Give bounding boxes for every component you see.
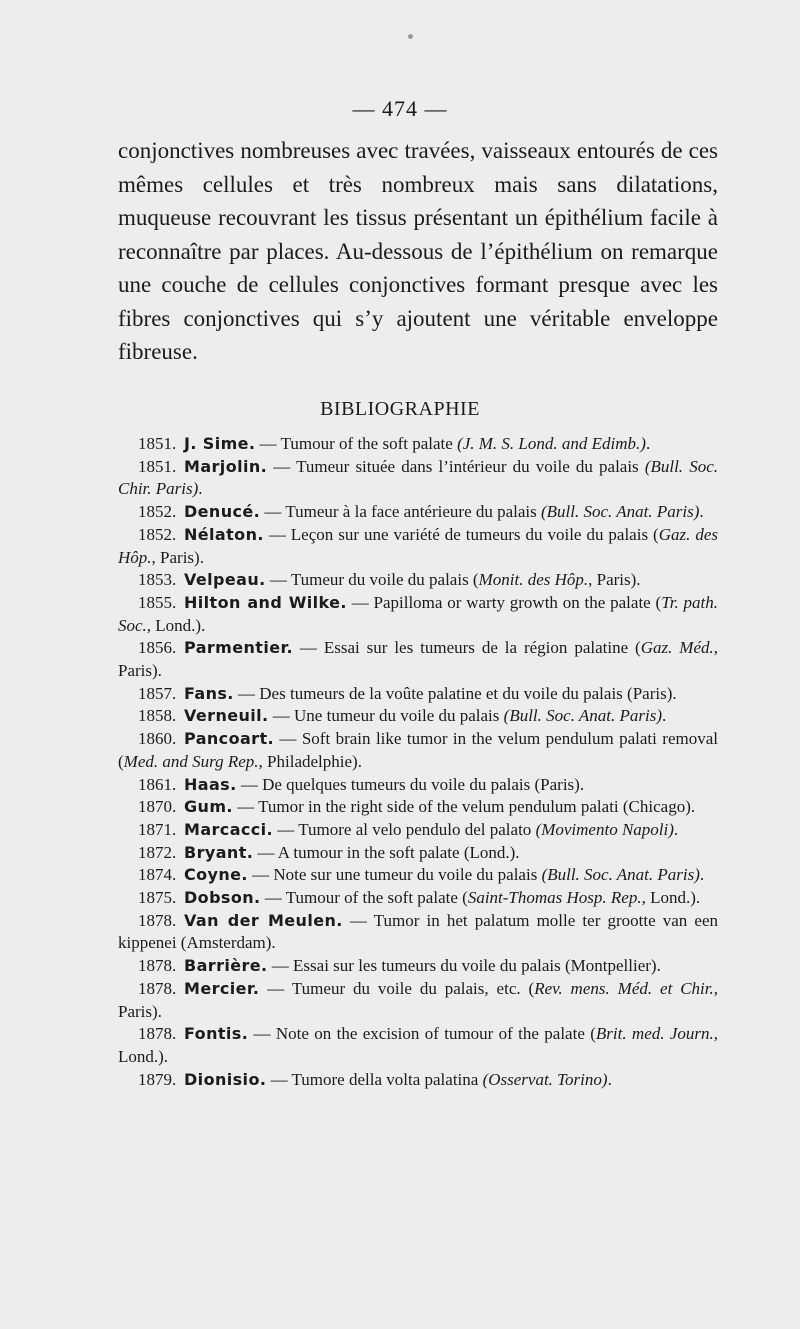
entry-year: 1875. bbox=[138, 888, 177, 908]
entry-source: Saint-Thomas Hosp. Rep. bbox=[467, 888, 642, 908]
entry-suffix: , Paris). bbox=[151, 547, 204, 567]
entry-source: (Bull. Soc. Anat. Paris) bbox=[541, 502, 700, 522]
entry-year: 1855. bbox=[138, 592, 177, 612]
bibliography-entry bbox=[118, 501, 718, 524]
entry-text: — Soft brain like tumor in the velum pendulum palati removal ( bbox=[118, 729, 718, 771]
entry-source: Tr. path. Soc. bbox=[118, 592, 718, 635]
bibliography-entry bbox=[118, 592, 718, 637]
entry-year: 1878. bbox=[138, 910, 177, 930]
entry-source: Monit. des Hôp. bbox=[478, 570, 589, 590]
entry-text: — Tumor in het palatum molle ter grootte van een kippenei (Amsterdam). bbox=[118, 910, 718, 953]
entry-suffix: , Lond.). bbox=[146, 615, 206, 635]
entry-author: Fontis. bbox=[184, 1024, 249, 1044]
entry-text: — Des tumeurs de la voûte palatine et du voile du palais (Paris). bbox=[233, 683, 677, 703]
bibliography-entry bbox=[118, 728, 718, 773]
bibliography-entry bbox=[118, 910, 718, 955]
entry-source: (Bull. Soc. Anat. Paris) bbox=[503, 706, 662, 726]
entry-text: — Tumeur du voile du palais ( bbox=[265, 570, 479, 590]
entry-year: 1851. bbox=[138, 456, 177, 476]
bibliography-entry bbox=[118, 569, 718, 592]
entry-suffix: . bbox=[198, 479, 203, 499]
entry-author: Van der Meulen. bbox=[184, 910, 343, 930]
entry-suffix: . bbox=[699, 502, 704, 522]
entry-source: (Bull. Soc. Chir. Paris) bbox=[118, 456, 718, 499]
entry-text: — Tumeur du voile du palais, etc. ( bbox=[259, 978, 535, 998]
entry-author: Verneuil. bbox=[184, 706, 269, 726]
entry-text: — Leçon sur une variété de tumeurs du voile du palais ( bbox=[263, 524, 659, 544]
entry-author: Denucé. bbox=[184, 502, 261, 522]
entry-author: Fans. bbox=[184, 683, 234, 703]
entry-source: Med. and Surg Rep. bbox=[123, 751, 259, 771]
bibliography-entry bbox=[118, 1069, 718, 1092]
entry-suffix: . bbox=[645, 434, 651, 453]
entry-source: (Bull. Soc. Anat. Paris) bbox=[541, 865, 700, 885]
entry-suffix: , Lond.). bbox=[641, 888, 701, 908]
entry-author: J. Sime. bbox=[184, 434, 256, 453]
entry-text: — A tumour in the soft palate (Lond.). bbox=[253, 842, 520, 862]
entry-suffix: . bbox=[607, 1069, 612, 1089]
entry-author: Marcacci. bbox=[184, 819, 274, 839]
entry-source: Rev. mens. Méd. et Chir. bbox=[534, 978, 714, 998]
entry-suffix: . bbox=[699, 865, 705, 885]
entry-source: Brit. med. Journ. bbox=[595, 1024, 714, 1044]
intro-paragraph: conjonctives nombreuses avec travées, vaisseaux entourés de ces mêmes cellules et très nombreux mais sans dilatations, muqueuse recouvrant les tissus présentant un épithélium facile à reconnaître par places. Au-dessous de l’épithélium on remarque une couche de cellules conjonctives formant presque avec les fibres conjonctives qui s’y ajoutent une véritable enveloppe fibreuse. bbox=[118, 138, 718, 364]
bibliography-entry bbox=[118, 842, 718, 865]
entry-year: 1856. bbox=[138, 638, 177, 658]
entry-year: 1857. bbox=[138, 683, 177, 703]
entry-year: 1872. bbox=[138, 842, 177, 862]
ink-speck bbox=[408, 34, 413, 39]
entry-year: 1861. bbox=[138, 774, 177, 794]
entry-text: — Papilloma or warty growth on the palate ( bbox=[346, 592, 662, 612]
entry-year: 1860. bbox=[138, 729, 177, 749]
entry-suffix: , Paris). bbox=[118, 978, 718, 1021]
entry-source: Gaz. des Hôp. bbox=[118, 524, 718, 567]
entry-source: (J. M. S. Lond. and Edimb.) bbox=[457, 434, 646, 453]
bibliography-entry bbox=[118, 524, 718, 569]
bibliography-entry bbox=[118, 955, 718, 978]
entry-author: Velpeau. bbox=[184, 570, 266, 590]
entry-author: Pancoart. bbox=[184, 729, 274, 749]
entry-suffix: , Paris). bbox=[118, 638, 718, 681]
bibliography-entry bbox=[118, 683, 718, 706]
entry-year: 1870. bbox=[138, 797, 177, 817]
entry-year: 1879. bbox=[138, 1069, 177, 1089]
entry-text: — Tumore della volta palatina bbox=[266, 1069, 483, 1089]
entry-source: (Movimento Napoli) bbox=[535, 819, 674, 839]
bibliography-entry bbox=[118, 978, 718, 1023]
entry-text: — Tumour of the soft palate ( bbox=[260, 888, 468, 908]
entry-author: Marjolin. bbox=[184, 456, 268, 476]
entry-author: Hilton and Wilke. bbox=[184, 592, 347, 612]
entry-text: — Tumore al velo pendulo del palato bbox=[273, 819, 536, 839]
entry-author: Gum. bbox=[184, 797, 233, 817]
page-number: — 474 — bbox=[352, 96, 448, 121]
entry-author: Barrière. bbox=[184, 956, 268, 976]
entry-author: Nélaton. bbox=[184, 524, 264, 544]
bibliography-list bbox=[118, 433, 718, 1091]
bibliography-entry bbox=[118, 887, 718, 910]
entry-text: — Tumor in the right side of the velum pendulum palati (Chicago). bbox=[232, 797, 696, 817]
entry-text: — Tumeur à la face antérieure du palais bbox=[260, 502, 542, 522]
entry-year: 1852. bbox=[138, 524, 177, 544]
entry-author: Coyne. bbox=[184, 865, 248, 885]
entry-suffix: , Philadelphie). bbox=[258, 751, 362, 771]
entry-author: Mercier. bbox=[184, 978, 260, 998]
entry-text: — Essai sur les tumeurs de la région palatine ( bbox=[292, 638, 641, 658]
entry-year: 1851. bbox=[138, 434, 177, 453]
entry-text: — Une tumeur du voile du palais bbox=[268, 706, 504, 726]
entry-text: — Note on the excision of tumour of the palate ( bbox=[248, 1024, 596, 1044]
bibliography-entry bbox=[118, 637, 718, 682]
entry-year: 1858. bbox=[138, 706, 177, 726]
entry-suffix: , Paris). bbox=[588, 570, 641, 590]
entry-author: Bryant. bbox=[184, 842, 254, 862]
entry-author: Dobson. bbox=[184, 888, 261, 908]
entry-year: 1878. bbox=[138, 978, 177, 998]
bibliography-entry bbox=[118, 774, 718, 797]
entry-text: — Essai sur les tumeurs du voile du palais (Montpellier). bbox=[267, 956, 661, 976]
entry-year: 1878. bbox=[138, 956, 177, 976]
entry-text: — Note sur une tumeur du voile du palais bbox=[247, 865, 542, 885]
entry-source: (Osservat. Torino) bbox=[482, 1069, 608, 1089]
entry-year: 1874. bbox=[138, 865, 177, 885]
entry-year: 1878. bbox=[138, 1024, 177, 1044]
entry-suffix: . bbox=[662, 706, 667, 726]
entry-author: Haas. bbox=[184, 774, 237, 794]
bibliography-entry bbox=[118, 1023, 718, 1068]
entry-author: Parmentier. bbox=[184, 638, 293, 658]
entry-year: 1853. bbox=[138, 570, 177, 590]
bibliography-entry bbox=[118, 433, 718, 456]
entry-suffix: , Lond.). bbox=[118, 1024, 718, 1066]
entry-year: 1871. bbox=[138, 819, 177, 839]
bibliography-heading: BIBLIOGRAPHIE bbox=[320, 398, 480, 420]
bibliography-entry bbox=[118, 864, 718, 887]
entry-text: — De quelques tumeurs du voile du palais (Paris). bbox=[236, 774, 585, 794]
entry-text: — Tumour of the soft palate bbox=[255, 434, 458, 453]
bibliography-entry bbox=[118, 705, 718, 728]
entry-year: 1852. bbox=[138, 502, 177, 522]
bibliography-entry bbox=[118, 456, 718, 501]
entry-suffix: . bbox=[673, 819, 679, 839]
bibliography-entry bbox=[118, 819, 718, 842]
entry-source: Gaz. Méd. bbox=[640, 638, 714, 658]
entry-text: — Tumeur située dans l’intérieur du voile du palais bbox=[267, 456, 645, 476]
entry-author: Dionisio. bbox=[184, 1069, 267, 1089]
bibliography-entry bbox=[118, 796, 718, 819]
